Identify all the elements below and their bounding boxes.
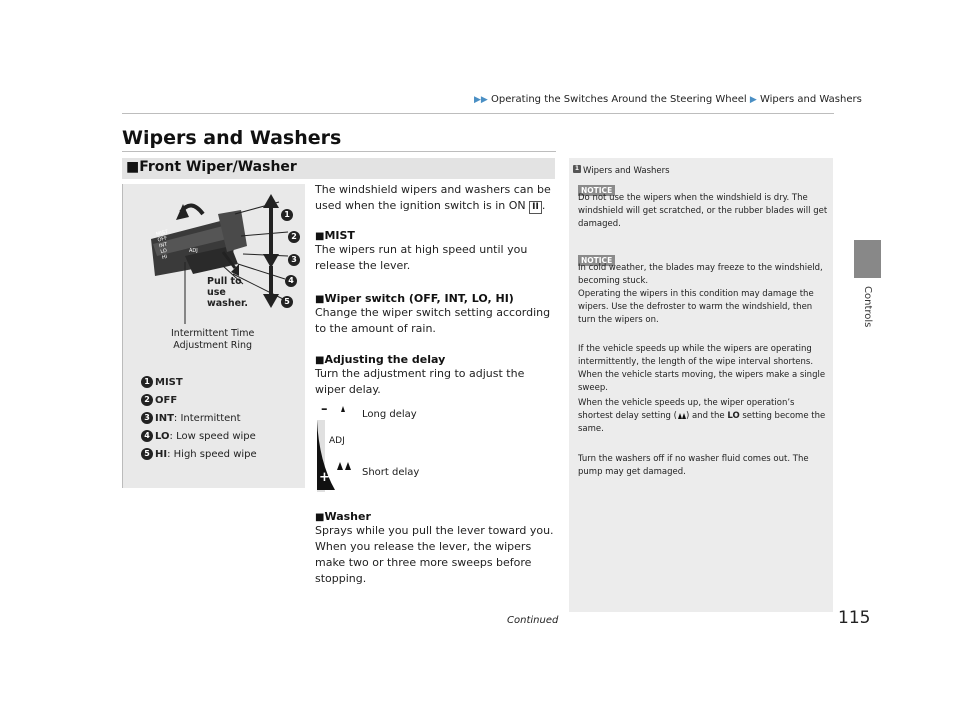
callout-4: 4 <box>285 270 299 289</box>
wiper-lever-figure <box>122 184 305 488</box>
page-title: Wipers and Washers <box>122 127 342 149</box>
continued-label: Continued <box>507 615 559 626</box>
notice-badge-1: NOTICE <box>578 178 615 197</box>
delay-adj-label: ADJ <box>329 436 345 446</box>
delay-plus-icon: + <box>319 470 330 485</box>
notice-badge-2: NOTICE <box>578 248 615 267</box>
breadcrumb-arrow-icon: ▶▶ <box>474 95 488 105</box>
callout-5: 5 <box>281 291 295 310</box>
delay-heading: Adjusting the delay <box>324 353 446 366</box>
page-number: 115 <box>838 608 871 628</box>
intro-paragraph: The windshield wipers and washers can be used when the ignition switch is in ON II . <box>315 183 551 212</box>
legend-item: 3 INT: Intermittent <box>141 412 257 430</box>
wiper-switch-text: Change the wiper switch setting according to the amount of rain. <box>315 306 551 335</box>
lever-label-mist: MIST <box>155 228 169 238</box>
lever-label-int: INT <box>158 241 168 250</box>
wiper-switch-section: ■Wiper switch (OFF, INT, LO, HI) Change the wiper switch setting according to the amount of rain. <box>315 292 555 337</box>
position-arrows <box>263 194 279 308</box>
wiper-switch-heading: Wiper switch (OFF, INT, LO, HI) <box>324 292 514 305</box>
section-heading-text: Front Wiper/Washer <box>139 159 297 175</box>
washer-text: Sprays while you pull the lever toward you. When you release the lever, the wipers make two or three more sweeps before stopping. <box>315 524 554 585</box>
breadcrumb <box>474 94 862 105</box>
lever-label-off: OFF <box>157 235 168 244</box>
section-heading <box>126 159 297 175</box>
legend-item: 1 MIST <box>141 376 257 394</box>
long-delay-label: Long delay <box>362 409 417 420</box>
lever-label-adj: ADJ <box>189 248 198 254</box>
delay-diagram <box>315 402 355 492</box>
section-marker-icon: ■ <box>126 159 140 175</box>
title-divider <box>122 151 556 152</box>
legend-item: 5 HI: High speed wipe <box>141 448 257 466</box>
delay-minus-icon: – <box>321 402 328 417</box>
legend-item: 4 LO: Low speed wipe <box>141 430 257 448</box>
sidebar-para-2: When the vehicle speeds up, the wiper operation’s shortest delay setting ( ) and the LO setting become the same. <box>578 398 826 434</box>
breadcrumb-part1[interactable]: Operating the Switches Around the Steering Wheel <box>491 94 747 105</box>
callout-1: 1 <box>281 204 295 223</box>
lever-label-lo: LO <box>159 247 168 256</box>
washer-heading: Washer <box>324 510 371 523</box>
legend-item: 2 OFF <box>141 394 257 412</box>
notice-text-2: In cold weather, the blades may freeze to the windshield, becoming stuck. Operating the wipers in this condition may damage the wipers. Use the defroster to warm the windshield, then turn the wipers on. <box>578 263 823 325</box>
notice-text-1: Do not use the wipers when the windshield is dry. The windshield will get scratched, or the rubber blades will get damaged. <box>578 193 828 229</box>
figure-legend <box>141 376 257 466</box>
delay-section: ■Adjusting the delay Turn the adjustment ring to adjust the wiper delay. <box>315 353 555 398</box>
washer-section: ■Washer Sprays while you pull the lever toward you. When you release the lever, the wipers make two or three more sweeps before stopping. <box>315 510 554 585</box>
mist-text: The wipers run at high speed until you release the lever. <box>315 243 528 272</box>
sidebar-title-row <box>573 158 670 177</box>
sidebar-para-3: Turn the washers off if no washer fluid comes out. The pump may get damaged. <box>578 454 809 477</box>
mist-heading: MIST <box>324 229 355 242</box>
chapter-tab-label: Controls <box>862 286 873 328</box>
pull-washer-label: Pull to use washer. <box>207 276 248 309</box>
header-divider <box>122 113 834 114</box>
mist-section: ■MIST The wipers run at high speed until you release the lever. <box>315 229 555 274</box>
breadcrumb-arrow2-icon: ▶ <box>749 95 757 105</box>
short-delay-wiper-icon <box>677 411 686 420</box>
callout-2: 2 <box>288 226 302 245</box>
lever-label-hi: HI <box>161 253 168 262</box>
chapter-tab[interactable] <box>854 240 881 278</box>
delay-text: Turn the adjustment ring to adjust the wiper delay. <box>315 367 525 396</box>
adjustment-ring-label: Intermittent Time Adjustment Ring <box>171 328 255 351</box>
short-delay-label: Short delay <box>362 467 420 478</box>
callout-3: 3 <box>288 249 302 268</box>
sidebar-title: Wipers and Washers <box>583 166 670 176</box>
ignition-on-key-icon: II <box>529 201 542 214</box>
sidebar-ref-icon: 1 <box>574 164 580 172</box>
sidebar-para-1: If the vehicle speeds up while the wipers are operating intermittently, the length of the wipe interval shortens. When the vehicle starts moving, the wipers make a single sweep. <box>578 344 826 393</box>
breadcrumb-part2[interactable]: Wipers and Washers <box>759 94 862 105</box>
